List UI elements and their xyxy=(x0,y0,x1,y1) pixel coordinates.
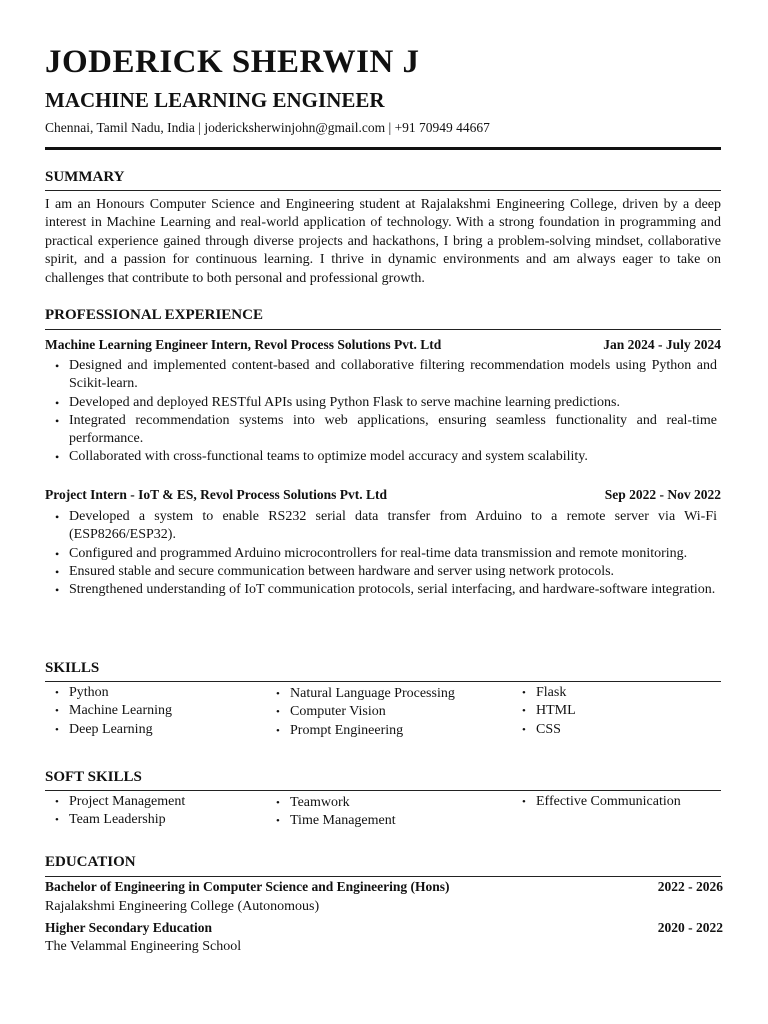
soft-skills-column-1 xyxy=(45,793,185,830)
experience-heading: PROFESSIONAL EXPERIENCE xyxy=(45,307,263,323)
skill-item: • Natural Language Processing xyxy=(266,685,455,703)
skills-divider xyxy=(45,681,721,682)
education-divider xyxy=(45,876,721,877)
skill-item: • Time Management xyxy=(266,812,396,830)
skill-item: • Teamwork xyxy=(266,794,396,812)
list-item: • Configured and programmed Arduino microcontrollers for real-time data transmission and remote monitoring. xyxy=(69,545,717,563)
education-entry-header xyxy=(45,919,723,937)
skill-item: • HTML xyxy=(512,702,576,720)
skills-column-3 xyxy=(512,684,576,739)
list-item: • Ensured stable and secure communication between hardware and server using network protocols. xyxy=(69,563,717,581)
contact-line: Chennai, Tamil Nadu, India | joderickshe​rwinjohn@gmail.com | +91 70949 44667 xyxy=(45,120,490,135)
skill-item: • Flask xyxy=(512,684,576,702)
list-item: • Designed and implemented content-based and collaborative filtering recommendation models using Python and Scikit-learn. xyxy=(69,357,717,394)
skill-item: • Prompt Engineering xyxy=(266,722,455,740)
job-header xyxy=(45,486,721,504)
skill-item: • Machine Learning xyxy=(45,702,172,720)
job-dates: Jan 2024 - July 2024 xyxy=(603,337,721,352)
list-item: • Collaborated with cross-functional teams to optimize model accuracy and system scalability. xyxy=(69,448,717,466)
list-item: • Integrated recommendation systems into web applications, ensuring seamless functionality and real-time performance. xyxy=(69,412,717,449)
job-bullets xyxy=(45,357,717,467)
job-dates: Sep 2022 - Nov 2022 xyxy=(604,487,721,502)
job-bullets xyxy=(45,508,717,599)
degree-title: Higher Secondary Education xyxy=(45,920,213,935)
education-entry-header xyxy=(45,878,723,896)
skills-column-1 xyxy=(45,684,172,739)
skill-item: • Project Management xyxy=(45,793,185,811)
job-role: MACHINE LEARNING ENGINEER xyxy=(45,88,385,112)
summary-heading: SUMMARY xyxy=(45,169,125,185)
soft-skills-column-3 xyxy=(512,793,681,811)
skill-item: • Deep Learning xyxy=(45,721,172,739)
skill-item: • Computer Vision xyxy=(266,703,455,721)
experience-divider xyxy=(45,329,721,330)
soft-skills-divider xyxy=(45,790,721,791)
degree-years: 2022 - 2026 xyxy=(657,879,723,894)
job-header xyxy=(45,336,721,354)
soft-skills-heading: SOFT SKILLS xyxy=(45,769,142,785)
job-title: Machine Learning Engineer Intern, Revol Process Solutions Pvt. Ltd xyxy=(45,337,442,352)
summary-divider xyxy=(45,190,721,191)
skills-column-2 xyxy=(266,685,455,740)
skill-item: • CSS xyxy=(512,721,576,739)
header-divider xyxy=(45,147,721,150)
list-item: • Strengthened understanding of IoT communication protocols, serial interfacing, and hardware-software integration. xyxy=(69,581,717,599)
institution-name: The Velammal Engineering School xyxy=(45,939,242,954)
skill-item: • Effective Communication xyxy=(512,793,681,811)
candidate-name: JODERICK SHERWIN J xyxy=(45,44,420,80)
skill-item: • Python xyxy=(45,684,172,702)
soft-skills-column-2 xyxy=(266,794,396,831)
degree-years: 2020 - 2022 xyxy=(657,920,723,935)
degree-title: Bachelor of Engineering in Computer Science and Engineering (Hons) xyxy=(45,879,450,894)
list-item: • Developed and deployed RESTful APIs using Python Flask to serve machine learning predictions. xyxy=(69,394,717,412)
institution-name: Rajalakshmi Engineering College (Autonomous) xyxy=(45,899,320,914)
skills-heading: SKILLS xyxy=(45,660,100,676)
education-heading: EDUCATION xyxy=(45,854,136,870)
skill-item: • Team Leadership xyxy=(45,811,185,829)
summary-text: I am an Honours Computer Science and Engineering student at Rajalakshmi Engineering College, driven by a deep interest in Machine Learning and real-world application of technology. With a strong foundation in programming and practical experience gained through diverse projects and hackathons, I bring a problem-solving mindset, collaborative spirit, and a passion for continuous learning. I thrive in dynamic environments and am always eager to take on challenges that contribute to both personal and professional growth. xyxy=(45,197,721,286)
list-item: • Developed a system to enable RS232 serial data transfer from Arduino to a remote server via Wi-Fi (ESP8266/ESP32). xyxy=(69,508,717,545)
job-title: Project Intern - IoT & ES, Revol Process Solutions Pvt. Ltd xyxy=(45,487,387,502)
